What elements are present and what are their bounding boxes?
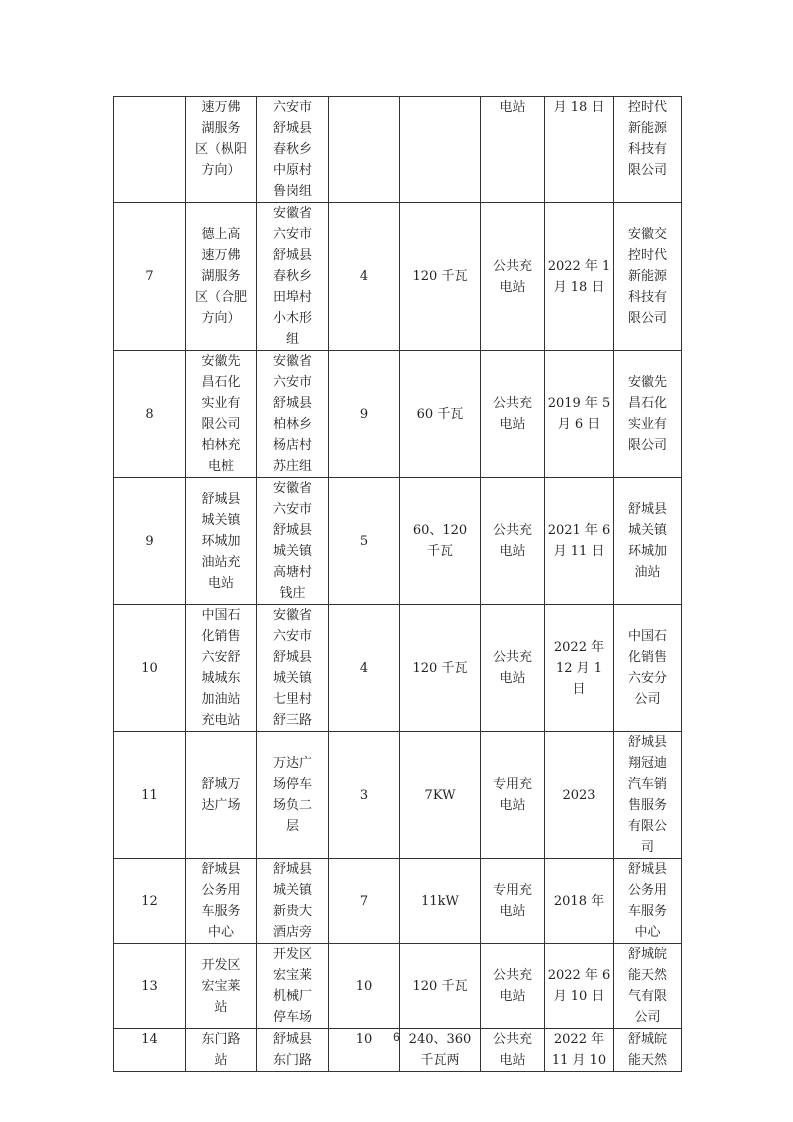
- power-text: 240、360 千瓦两: [408, 1032, 472, 1068]
- pile-count-text: 4: [359, 269, 369, 284]
- address-text: 安徽省 六安市 舒城县 城关镇 七里村 舒三路: [272, 608, 312, 728]
- station-name-cell: [186, 351, 257, 478]
- pile-count-cell: [329, 203, 400, 351]
- operator-cell: [614, 203, 682, 351]
- station-name-text: 中国石 化销售 六安舒 城城东 加油站 充电站: [201, 608, 241, 728]
- power-cell: [400, 732, 481, 859]
- station-type-cell: [481, 97, 545, 203]
- station-name-cell: [186, 605, 257, 732]
- row-number-cell: [114, 944, 186, 1029]
- power-cell: [400, 97, 481, 203]
- address-cell: [257, 478, 329, 605]
- power-cell: [400, 859, 481, 944]
- power-cell: [400, 478, 481, 605]
- build-date-cell: [545, 732, 614, 859]
- address-cell: [257, 732, 329, 859]
- operator-cell: [614, 732, 682, 859]
- row-number-text: 14: [141, 1032, 158, 1047]
- pile-count-text: 5: [359, 533, 369, 549]
- charging-station-table: [113, 96, 682, 1072]
- operator-text: 控时代 新能源 科技有 限公司: [627, 100, 667, 178]
- build-date-text: 2019 年 5 月 6 日: [547, 396, 611, 432]
- address-text: 安徽省 六安市 舒城县 春秋乡 田埠村 小木形 组: [272, 206, 312, 347]
- row-number-cell: [114, 97, 186, 203]
- table-row: [114, 478, 682, 605]
- table-row: [114, 732, 682, 859]
- address-text: 舒城县 城关镇 新贵大 酒店旁: [272, 862, 312, 940]
- power-text: 60 千瓦: [416, 406, 464, 422]
- row-number-text: 8: [145, 406, 154, 422]
- station-type-cell: [481, 944, 545, 1029]
- address-cell: [257, 944, 329, 1029]
- build-date-cell: [545, 605, 614, 732]
- table-row: [114, 351, 682, 478]
- pile-count-text: 10: [355, 1032, 373, 1047]
- station-name-cell: [186, 732, 257, 859]
- address-text: 六安市 舒城县 春秋乡 中原村 鲁岗组: [272, 100, 312, 199]
- build-date-cell: [545, 351, 614, 478]
- page-number: 6: [393, 1030, 400, 1044]
- pile-count-text: 7: [359, 893, 369, 909]
- station-type-cell: [481, 203, 545, 351]
- pile-count-cell: [329, 605, 400, 732]
- table-row: [114, 97, 682, 203]
- address-cell: [257, 351, 329, 478]
- pile-count-text: 3: [359, 787, 369, 803]
- address-cell: [257, 859, 329, 944]
- pile-count-text: 4: [359, 660, 369, 676]
- build-date-text: 2022 年 1 月 18 日: [547, 258, 611, 295]
- row-number-cell: [114, 203, 186, 351]
- station-type-cell: [481, 859, 545, 944]
- station-name-text: 舒城县 公务用 车服务 中心: [201, 862, 241, 940]
- row-number-cell: [114, 478, 186, 605]
- station-type-text: 公共充 电站: [492, 396, 532, 432]
- operator-text: 舒城县 城关镇 环城加 油站: [627, 502, 667, 580]
- pile-count-cell: [329, 859, 400, 944]
- row-number-cell: [114, 605, 186, 732]
- build-date-text: 2022 年 6 月 10 日: [547, 968, 611, 1004]
- build-date-cell: [545, 478, 614, 605]
- power-text: 11kW: [421, 893, 459, 909]
- operator-text: 舒城皖 能天然: [627, 1032, 667, 1068]
- station-name-cell: [186, 478, 257, 605]
- address-text: 万达广 场停车 场负二 层: [272, 756, 312, 834]
- station-name-text: 舒城县 城关镇 环城加 油站充 电站: [201, 491, 241, 591]
- operator-text: 舒城皖 能天然 气有限 公司: [627, 947, 667, 1025]
- pile-count-cell: [329, 732, 400, 859]
- station-type-text: 公共充 电站: [492, 968, 532, 1004]
- power-cell: [400, 203, 481, 351]
- table-row: [114, 605, 682, 732]
- station-name-cell: [186, 203, 257, 351]
- table-row: [114, 203, 682, 351]
- address-text: 安徽省 六安市 舒城县 柏林乡 杨店村 苏庄组: [272, 354, 312, 474]
- power-text: 120 千瓦: [412, 978, 468, 994]
- operator-text: 安徽先 昌石化 实业有 限公司: [627, 375, 667, 453]
- pile-count-cell: [329, 478, 400, 605]
- pile-count-cell: [329, 944, 400, 1029]
- station-name-text: 开发区 宏宝莱 站: [201, 957, 241, 1015]
- station-name-cell: [186, 97, 257, 203]
- station-name-text: 东门路 站: [201, 1032, 241, 1068]
- table-row: [114, 859, 682, 944]
- operator-cell: [614, 944, 682, 1029]
- power-cell: [400, 605, 481, 732]
- row-number-cell: [114, 351, 186, 478]
- address-text: 开发区 宏宝莱 机械厂 停车场: [272, 947, 312, 1025]
- row-number-text: 10: [141, 660, 158, 676]
- operator-cell: [614, 97, 682, 203]
- operator-text: 中国石 化销售 六安分 公司: [627, 629, 667, 707]
- station-type-cell: [481, 732, 545, 859]
- station-type-cell: [481, 478, 545, 605]
- operator-cell: [614, 859, 682, 944]
- station-type-text: 公共充 电站: [492, 1032, 532, 1068]
- address-cell: [257, 97, 329, 203]
- build-date-text: 2018 年: [553, 893, 605, 909]
- operator-text: 舒城县 公务用 车服务 中心: [627, 862, 667, 940]
- station-type-text: 电站: [499, 100, 526, 115]
- operator-text: 安徽交 控时代 新能源 科技有 限公司: [627, 227, 667, 326]
- row-number-text: 11: [141, 787, 158, 803]
- operator-cell: [614, 478, 682, 605]
- row-number-text: 7: [145, 269, 154, 284]
- address-cell: [257, 605, 329, 732]
- power-cell: [400, 351, 481, 478]
- pile-count-cell: [329, 351, 400, 478]
- build-date-cell: [545, 944, 614, 1029]
- build-date-cell: [545, 203, 614, 351]
- build-date-cell: [545, 97, 614, 203]
- station-type-cell: [481, 605, 545, 732]
- build-date-cell: [545, 859, 614, 944]
- pile-count-text: 9: [359, 406, 369, 422]
- power-text: 120 千瓦: [412, 660, 468, 676]
- pile-count-text: 10: [355, 978, 373, 994]
- row-number-text: 13: [141, 978, 158, 994]
- power-text: 7KW: [424, 787, 456, 803]
- operator-cell: [614, 605, 682, 732]
- station-name-text: 安徽先 昌石化 实业有 限公司 柏林充 电桩: [201, 354, 241, 474]
- address-text: 安徽省 六安市 舒城县 城关镇 高塘村 钱庄: [272, 481, 312, 601]
- operator-cell: [614, 351, 682, 478]
- row-number-cell: [114, 859, 186, 944]
- station-type-cell: [481, 351, 545, 478]
- power-text: 120 千瓦: [412, 269, 468, 284]
- build-date-text: 2022 年 11 月 10: [551, 1032, 607, 1068]
- operator-text: 舒城县 翔冠迪 汽车销 售服务 有限公 司: [627, 735, 667, 855]
- station-name-text: 德上高 速万佛 湖服务 区（合肥 方向）: [194, 227, 247, 326]
- build-date-text: 2023: [562, 787, 596, 803]
- station-name-cell: [186, 859, 257, 944]
- station-name-cell: [186, 944, 257, 1029]
- station-name-text: 舒城万 达广场: [201, 777, 241, 813]
- address-cell: [257, 203, 329, 351]
- station-type-text: 公共充 电站: [492, 650, 532, 686]
- station-type-text: 公共充 电站: [492, 258, 532, 295]
- build-date-text: 2022 年 12 月 1 日: [553, 639, 605, 697]
- station-type-text: 公共充 电站: [492, 523, 532, 559]
- build-date-text: 月 18 日: [553, 100, 605, 115]
- row-number-text: 9: [145, 533, 154, 549]
- build-date-text: 2021 年 6 月 11 日: [547, 523, 611, 559]
- address-text: 舒城县 东门路: [272, 1032, 312, 1068]
- pile-count-cell: [329, 97, 400, 203]
- row-number-cell: [114, 732, 186, 859]
- power-cell: [400, 944, 481, 1029]
- table-row: [114, 944, 682, 1029]
- station-name-text: 速万佛 湖服务 区（枞阳 方向）: [194, 100, 247, 178]
- row-number-text: 12: [141, 893, 158, 909]
- station-type-text: 专用充 电站: [492, 777, 532, 813]
- power-text: 60、120 千瓦: [412, 523, 468, 559]
- station-type-text: 专用充 电站: [492, 883, 532, 919]
